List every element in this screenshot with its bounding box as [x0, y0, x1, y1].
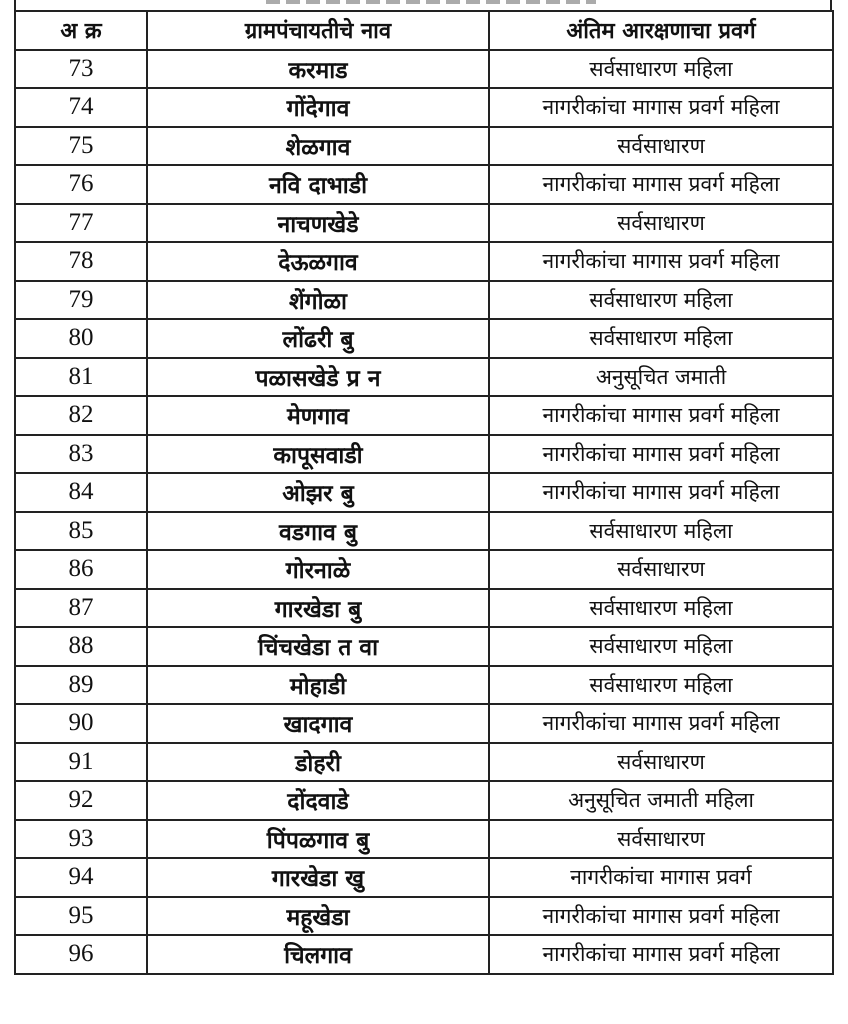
table-row	[15, 589, 833, 628]
table-row	[15, 127, 833, 166]
reservation-category-cell: सर्वसाधारण महिला	[489, 512, 833, 551]
table-row	[15, 396, 833, 435]
serial-number-cell: 78	[15, 242, 147, 281]
gram-panchayat-name-cell: चिंचखेडा त वा	[147, 627, 489, 666]
serial-number-cell: 73	[15, 50, 147, 89]
table-row	[15, 743, 833, 782]
gram-panchayat-name-cell: मोहाडी	[147, 666, 489, 705]
reservation-category-cell: नागरीकांचा मागास प्रवर्ग	[489, 858, 833, 897]
reservation-category-cell: नागरीकांचा मागास प्रवर्ग महिला	[489, 473, 833, 512]
gram-panchayat-name-cell: देऊळगाव	[147, 242, 489, 281]
gram-panchayat-name-cell: वडगाव बु	[147, 512, 489, 551]
gram-panchayat-name-cell: पळासखेडे प्र न	[147, 358, 489, 397]
reservation-category-cell: सर्वसाधारण महिला	[489, 50, 833, 89]
table-row	[15, 242, 833, 281]
table-row	[15, 666, 833, 705]
serial-number-cell: 91	[15, 743, 147, 782]
reservation-category-cell: सर्वसाधारण महिला	[489, 589, 833, 628]
serial-number-cell: 92	[15, 781, 147, 820]
reservation-category-cell: अनुसूचित जमाती महिला	[489, 781, 833, 820]
reservation-category-cell: सर्वसाधारण महिला	[489, 627, 833, 666]
gram-panchayat-name-cell: कापूसवाडी	[147, 435, 489, 474]
serial-number-cell: 77	[15, 204, 147, 243]
serial-number-cell: 96	[15, 935, 147, 974]
reservation-table	[14, 10, 834, 975]
serial-number-cell: 80	[15, 319, 147, 358]
gram-panchayat-name-cell: नाचणखेडे	[147, 204, 489, 243]
reservation-category-cell: सर्वसाधारण महिला	[489, 319, 833, 358]
gram-panchayat-name-cell: चिलगाव	[147, 935, 489, 974]
gram-panchayat-name-cell: शेंगोळा	[147, 281, 489, 320]
table-row	[15, 165, 833, 204]
reservation-category-cell: सर्वसाधारण	[489, 820, 833, 859]
table-header	[15, 11, 833, 50]
serial-number-cell: 90	[15, 704, 147, 743]
table-row	[15, 897, 833, 936]
table-row	[15, 281, 833, 320]
gram-panchayat-name-cell: लोंढरी बु	[147, 319, 489, 358]
gram-panchayat-name-cell: गारखेडा खु	[147, 858, 489, 897]
gram-panchayat-name-cell: पिंपळगाव बु	[147, 820, 489, 859]
serial-number-cell: 82	[15, 396, 147, 435]
reservation-category-cell: नागरीकांचा मागास प्रवर्ग महिला	[489, 897, 833, 936]
gram-panchayat-name-cell: शेळगाव	[147, 127, 489, 166]
reservation-category-cell: सर्वसाधारण	[489, 204, 833, 243]
header-gram-panchayat-name: ग्रामपंचायतीचे नाव	[147, 11, 489, 50]
reservation-category-cell: नागरीकांचा मागास प्रवर्ग महिला	[489, 935, 833, 974]
reservation-category-cell: सर्वसाधारण महिला	[489, 666, 833, 705]
table-row	[15, 781, 833, 820]
serial-number-cell: 93	[15, 820, 147, 859]
serial-number-cell: 94	[15, 858, 147, 897]
serial-number-cell: 76	[15, 165, 147, 204]
reservation-category-cell: सर्वसाधारण	[489, 743, 833, 782]
table-row	[15, 820, 833, 859]
gram-panchayat-name-cell: दोंदवाडे	[147, 781, 489, 820]
header-serial-number: अ क्र	[15, 11, 147, 50]
table-row	[15, 50, 833, 89]
gram-panchayat-name-cell: खादगाव	[147, 704, 489, 743]
table-row	[15, 550, 833, 589]
serial-number-cell: 81	[15, 358, 147, 397]
serial-number-cell: 75	[15, 127, 147, 166]
gram-panchayat-name-cell: गोंदेगाव	[147, 88, 489, 127]
table-row	[15, 435, 833, 474]
reservation-category-cell: नागरीकांचा मागास प्रवर्ग महिला	[489, 435, 833, 474]
gram-panchayat-name-cell: गोरनाळे	[147, 550, 489, 589]
serial-number-cell: 74	[15, 88, 147, 127]
table-row	[15, 704, 833, 743]
table-row	[15, 512, 833, 551]
header-row	[15, 11, 833, 50]
table-row	[15, 627, 833, 666]
serial-number-cell: 83	[15, 435, 147, 474]
gram-panchayat-name-cell: डोहरी	[147, 743, 489, 782]
serial-number-cell: 88	[15, 627, 147, 666]
serial-number-cell: 79	[15, 281, 147, 320]
reservation-category-cell: नागरीकांचा मागास प्रवर्ग महिला	[489, 165, 833, 204]
serial-number-cell: 84	[15, 473, 147, 512]
reservation-category-cell: नागरीकांचा मागास प्रवर्ग महिला	[489, 242, 833, 281]
cropped-title-strip	[14, 0, 832, 10]
gram-panchayat-name-cell: मेणगाव	[147, 396, 489, 435]
gram-panchayat-name-cell: ओझर बु	[147, 473, 489, 512]
serial-number-cell: 86	[15, 550, 147, 589]
serial-number-cell: 89	[15, 666, 147, 705]
table-row	[15, 88, 833, 127]
table-row	[15, 204, 833, 243]
gram-panchayat-name-cell: नवि दाभाडी	[147, 165, 489, 204]
serial-number-cell: 85	[15, 512, 147, 551]
reservation-category-cell: नागरीकांचा मागास प्रवर्ग महिला	[489, 396, 833, 435]
serial-number-cell: 95	[15, 897, 147, 936]
reservation-category-cell: सर्वसाधारण महिला	[489, 281, 833, 320]
reservation-category-cell: सर्वसाधारण	[489, 127, 833, 166]
cropped-title-remnant	[266, 0, 596, 4]
gram-panchayat-name-cell: गारखेडा बु	[147, 589, 489, 628]
reservation-category-cell: नागरीकांचा मागास प्रवर्ग महिला	[489, 88, 833, 127]
table-row	[15, 319, 833, 358]
gram-panchayat-name-cell: करमाड	[147, 50, 489, 89]
table-row	[15, 473, 833, 512]
reservation-category-cell: नागरीकांचा मागास प्रवर्ग महिला	[489, 704, 833, 743]
table-row	[15, 858, 833, 897]
table-body	[15, 50, 833, 974]
reservation-category-cell: सर्वसाधारण	[489, 550, 833, 589]
gram-panchayat-name-cell: महूखेडा	[147, 897, 489, 936]
table-row	[15, 935, 833, 974]
table-row	[15, 358, 833, 397]
reservation-category-cell: अनुसूचित जमाती	[489, 358, 833, 397]
header-final-reservation-category: अंतिम आरक्षणाचा प्रवर्ग	[489, 11, 833, 50]
serial-number-cell: 87	[15, 589, 147, 628]
